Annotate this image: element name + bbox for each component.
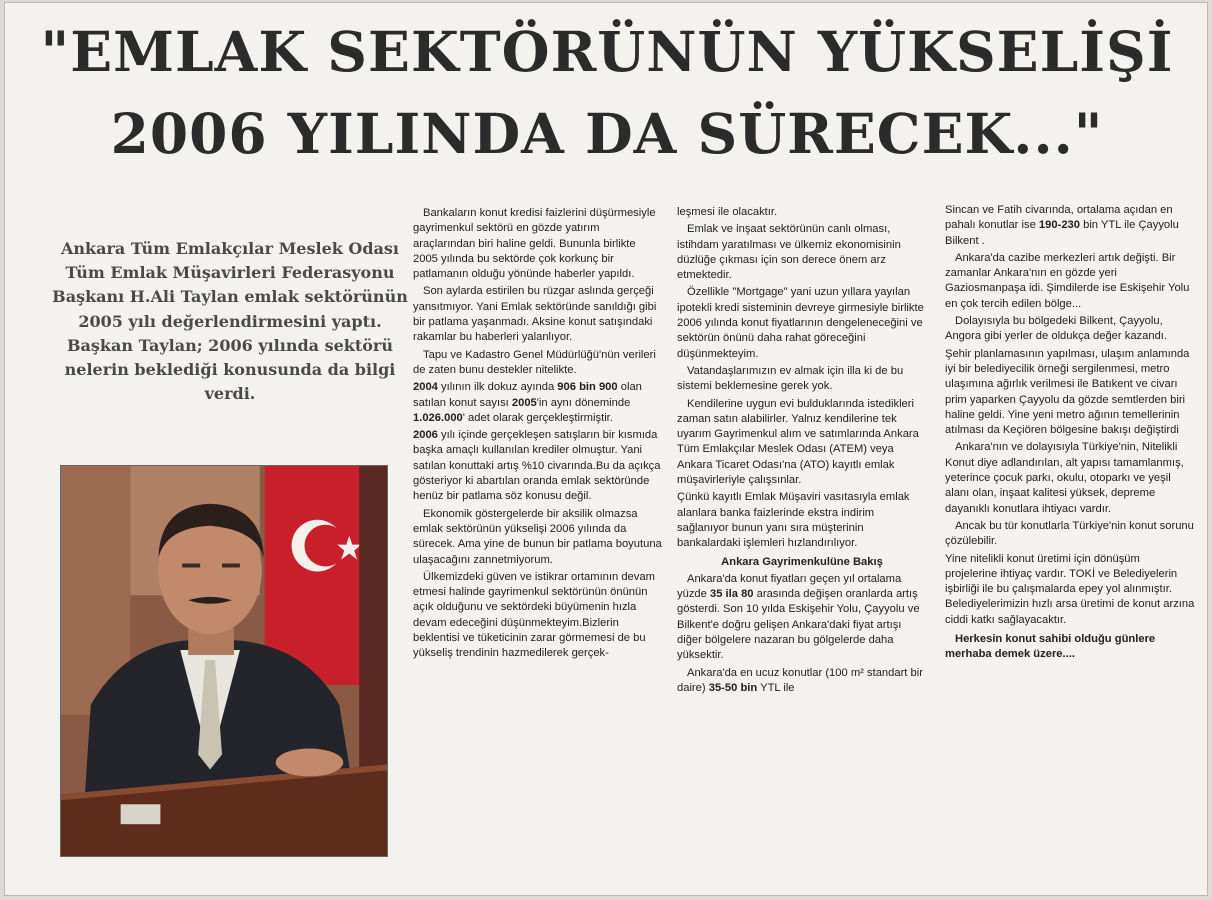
headline-line-2: 2006 YILINDA DA SÜRECEK..." [110, 101, 1104, 166]
paragraph: Dolayısıyla bu bölgedeki Bilkent, Çayyolu, Angora gibi yerler de oldukça değer kazandı. [945, 315, 1168, 343]
paragraph: Tapu ve Kadastro Genel Müdürlüğü'nün verileri de zaten bunu destekler nitelikte. [413, 348, 656, 376]
paragraph: Ankara'da konut fiyatları geçen yıl ortalama yüzde 35 ila 80 arasında değişen oranlarda artış gösterdi. Son 10 yılda Eskişehir Yolu, Çayyolu ve Bilkent'e doğru gelişen Ankara'daki fiyat artışı diğer bölgelere nazaran bu gölgelerde daha yüksektir. [677, 572, 920, 662]
closing-line: Herkesin konut sahibi olduğu günlere merhaba demek üzere.... [945, 633, 1156, 661]
paragraph: Bankaların konut kredisi faizlerini düşürmesiyle gayrimenkul sektörü en gözde yatırım araçlarından biri haline geldi. Bununla birlikte 2005 yılında bu sektörde çok korkunç bir patlamanın olduğu yönünde haberler yapıldı. [413, 207, 656, 281]
paragraph: Emlak ve inşaat sektörünün canlı olması, istihdam yaratılması ve ülkemiz ekonomisinin düzlüğe çıkması için son derece önem arz etmektedir. [677, 223, 901, 282]
portrait-photo [60, 465, 388, 857]
headline [5, 11, 1208, 175]
paragraph: Ankara'da en ucuz konutlar (100 m² standart bir daire) 35-50 bin YTL ile [677, 666, 923, 694]
headline-line-1: "EMLAK SEKTÖRÜNÜN YÜKSELİŞİ [40, 19, 1174, 84]
paragraph: Sincan ve Fatih civarında, ortalama açıdan en pahalı konutlar ise 190-230 bin YTL ile Çayyolu Bilkent . [945, 204, 1179, 247]
paragraph: Ekonomik göstergelerde bir aksilik olmazsa emlak sektörünün yükselişi 2006 yılında da sürecek. Ama yine de bunun bir patlama boyutuna ulaşacağını zannetmiyorum. [413, 507, 662, 566]
paragraph: leşmesi ile olacaktır. [677, 206, 778, 218]
paragraph: Ülkemizdeki güven ve istikrar ortamının devam etmesi halinde gayrimenkul sektörünün önünün açık olduğunu ve sektördeki büyümenin hızla devam edeceğini düşünmekteyim.Bizlerin beklentisi ve tüketicinin zarar görmemesi de bu yükseliş trendinin hazmedilerek gerçek- [413, 570, 655, 660]
paragraph: Ankara'nın ve dolayısıyla Türkiye'nin, Nitelikli Konut diye adlandırılan, alt yapısı tamamlanmış, yeterince çocuk parkı, okulu, otoparkı ve yeşil alanı olan, inşaat kalitesi yüksek, depreme dayanıklı konutlara ihtiyacı vardır. [945, 441, 1184, 515]
paragraph: Son aylarda estirilen bu rüzgar aslında gerçeği yansıtmıyor. Yani Emlak sektöründe sanıldığı gibi bir patlama yaşanmadı. Aksine konut satışındaki rakamlar bu haberleri yalanlıyor. [413, 285, 657, 344]
paragraph: Şehir planlamasının yapılması, ulaşım anlamında iyi bir belediyecilik örneği sergilenmesi, metro ulaşımına ağırlık verilmesi ile Batıkent ve civarı prim yaparken Çayyolu da gözde semtlerden biri haline geldi. Yine yeni metro ağının temellerinin atılması da Keçiören bölgesine bakışı değiştirdi [945, 347, 1190, 437]
paragraph: Yine nitelikli konut üretimi için dönüşüm projelerine ihtiyaç vardır. TOKİ ve Belediyelerin işbirliği ile bu çalışmalarda epey yol alınmıştır. Belediyelerimizin hızlı arsa üretimi de konut arzına ciddi katkı sağlayacaktır. [945, 552, 1195, 626]
paragraph: Özellikle "Mortgage" yani uzun yıllara yayılan ipotekli kredi sisteminin devreye girmesiyle birlikte 2006 yılında konut fiyatlarının dengeleneceğini ve sektörün önünü daha rahat göreceğini düşünmekteyim. [677, 286, 924, 360]
paragraph: 2006 yılı içinde gerçekleşen satışların bir kısmıda başka amaçlı kullanılan krediler olmuştur. Yani satılan konuttaki artış %10 civarında.Bu da açıkça gösteriyor ki abartılan oranda emlak sektöründe henüz bir patlama söz konusu değil. [413, 429, 661, 503]
section-subheading: Ankara Gayrimenkulüne Bakış [721, 555, 883, 568]
lead-paragraph: Ankara Tüm Emlakçılar Meslek Odası Tüm Emlak Müşavirleri Federasyonu Başkanı H.Ali Taylan emlak sektörünün 2005 yılı değerlendirmesini yaptı. Başkan Taylan; 2006 yılında sektörü nelerin beklediği konusunda da bilgi verdi. [52, 239, 408, 404]
paragraph: Ankara'da cazibe merkezleri artık değişti. Bir zamanlar Ankara'nın en gözde yeri Gaziosmanpaşa idi. Şimdilerde ise Eskişehir Yolu en çok tercih edilen bölge... [945, 251, 1190, 310]
paragraph: Vatandaşlarımızın ev almak için illa ki de bu sistemi beklemesine gerek yok. [677, 364, 904, 393]
paragraph: 2004 yılının ilk dokuz ayında 906 bin 900 olan satılan konut sayısı 2005'in aynı döneminde 1.026.000' adet olarak gerçekleştirmiştir. [413, 381, 642, 424]
paragraph: Çünkü kayıtlı Emlak Müşaviri vasıtasıyla emlak alanlara banka faizlerinde ekstra indirim sağlanıyor bunun yanı sıra müşterinin bankalardaki işlemleri hızlandırılıyor. [677, 491, 910, 550]
portrait-photo-icon [61, 466, 387, 856]
article-column-2 [677, 205, 927, 698]
article-column-3 [945, 203, 1195, 665]
newspaper-page [4, 2, 1208, 896]
article-column-1 [413, 206, 663, 664]
paragraph: Ancak bu tür konutlarla Türkiye'nin konut sorunu çözülebilir. [945, 519, 1194, 548]
paragraph: Kendilerine uygun evi bulduklarında istedikleri zaman satın alabilirler. Yalnız kendilerine tek uyarım Gayrimenkul alım ve satımlarında Ankara Tüm Emlakçılar Meslek Odası (ATEM) veya Ankara Ticaret Odası'na (ATO) kayıtlı emlak müşavirleriyle çalışsınlar. [677, 397, 919, 487]
